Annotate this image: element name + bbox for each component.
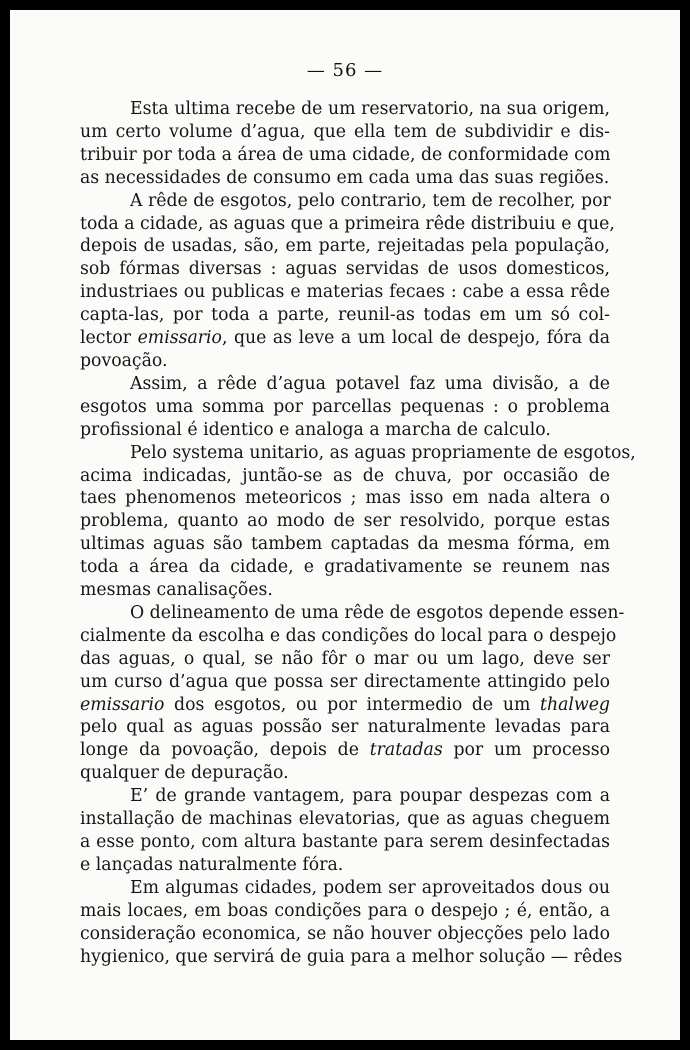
paragraph (80, 98, 610, 190)
text-line: pelo qual as aguas possão ser naturalmente levadas para (80, 717, 610, 738)
text-line: hygienico, que servirá de guia para a melhor solução — rêdes (80, 946, 623, 967)
text-line: esgotos uma somma por parcellas pequenas : o problema (80, 396, 610, 417)
body-text (80, 98, 636, 968)
text-line: depois de usadas, são, em parte, rejeitadas pela população, (80, 236, 610, 257)
text-line: profissional é identico e analoga a marcha de calculo. (80, 419, 551, 440)
text-line: a esse ponto, com altura bastante para serem desinfectadas (80, 832, 610, 852)
text-line: capta-las, por toda a parte, reunil-as todas em um só col- (80, 305, 610, 326)
text-line: tribuir por toda a área de uma cidade, de conformidade com (80, 144, 611, 165)
text-line: Em algumas cidades, podem ser aproveitados dous ou (130, 877, 610, 898)
text-line: um curso d’agua que possa ser directamente attingido pelo (80, 671, 610, 692)
page-number: — 56 — (306, 60, 384, 81)
text-line: taes phenomenos meteoricos ; mas isso em nada altera o (80, 488, 610, 509)
text-line: qualquer de depuração. (80, 763, 289, 784)
text-line: installação de machinas elevatorias, que as aguas cheguem (80, 809, 610, 830)
paragraph (80, 602, 625, 785)
text-line: A rêde de esgotos, pelo contrario, tem de recolher, por (130, 190, 611, 211)
text-line: emissario dos esgotos, ou por intermedio de um thalweg (80, 694, 610, 715)
text-line: mesmas canalisações. (80, 580, 273, 601)
paragraph (80, 785, 610, 877)
text-line: cialmente da escolha e das condições do local para o despejo (80, 625, 617, 646)
text-line: mais locaes, em boas condições para o despejo ; é, então, a (80, 900, 610, 921)
text-line: as necessidades de consumo em cada uma das suas regiões. (80, 167, 610, 188)
text-line: longe da povoação, depois de tratadas por um processo (80, 740, 610, 761)
text-line: e lançadas naturalmente fóra. (80, 854, 344, 875)
text-line: consideração economica, se não houver objecções pelo lado (80, 923, 610, 944)
text-line: problema, quanto ao modo de ser resolvido, porque estas (80, 511, 610, 532)
text-line: povoação. (80, 350, 168, 371)
paragraph (80, 373, 610, 442)
text-line: sob fórmas diversas : aguas servidas de usos domesticos, (80, 259, 610, 280)
text-line: toda a área da cidade, e gradativamente se reunem nas (80, 557, 610, 578)
text-line: toda a cidade, as aguas que a primeira rêde distribuiu e que, (80, 213, 615, 234)
text-line: O delineamento de uma rêde de esgotos depende essen- (130, 602, 625, 623)
book-page (10, 10, 680, 1040)
text-line: Assim, a rêde d’agua potavel faz uma divisão, a de (130, 373, 610, 394)
text-line: industriaes ou publicas e materias fecaes : cabe a essa rêde (80, 282, 610, 303)
text-line: E’ de grande vantagem, para poupar despezas com a (130, 786, 610, 807)
text-line: lector emissario, que as leve a um local de despejo, fóra da (80, 328, 610, 349)
paragraph (80, 442, 636, 602)
text-line: Esta ultima recebe de um reservatorio, na sua origem, (130, 99, 610, 119)
text-line: das aguas, o qual, se não fôr o mar ou um lago, deve ser (80, 648, 610, 669)
paragraph (80, 877, 623, 969)
paragraph (80, 190, 615, 373)
text-line: um certo volume d’agua, que ella tem de subdividir e dis- (80, 121, 610, 142)
text-line: Pelo systema unitario, as aguas propriamente de esgotos, (130, 442, 636, 463)
text-line: ultimas aguas são tambem captadas da mesma fórma, em (80, 534, 610, 555)
text-line: acima indicadas, juntão-se as de chuva, por occasião de (80, 465, 610, 486)
